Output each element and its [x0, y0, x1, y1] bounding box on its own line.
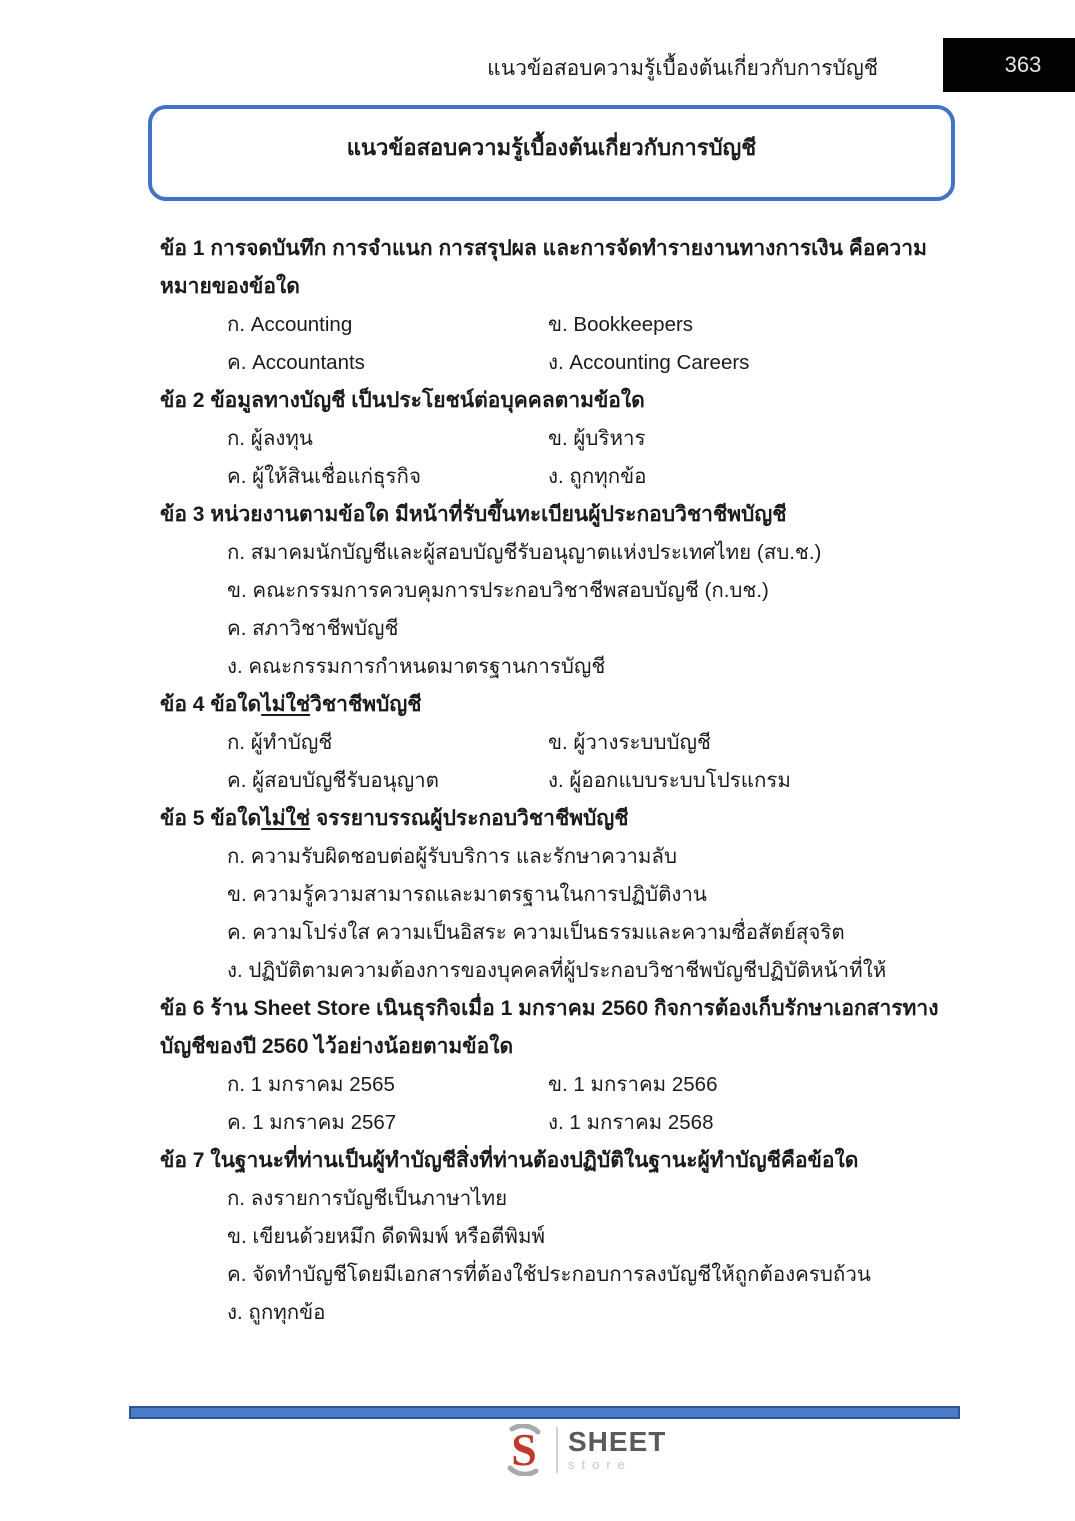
- option-a: ก. ความรับผิดชอบต่อผู้รับบริการ และรักษาความลับ: [227, 845, 678, 868]
- options: [227, 306, 952, 382]
- question-text: [160, 1142, 952, 1180]
- question-4: [160, 686, 952, 800]
- footer-divider: [129, 1406, 960, 1419]
- option-a: ก. ลงรายการบัญชีเป็นภาษาไทย: [227, 1187, 508, 1210]
- option-a: ก. 1 มกราคม 2565: [227, 1073, 395, 1096]
- option-d: ง. 1 มกราคม 2568: [548, 1111, 714, 1134]
- question-7: [160, 1142, 952, 1332]
- logo-divider: [556, 1427, 558, 1473]
- question-text-pre: ข้อ 4 ข้อใด: [160, 693, 262, 716]
- option-b: ข. ความรู้ความสามารถและมาตรฐานในการปฏิบัติงาน: [227, 883, 707, 906]
- option-c: ค. ผู้สอบบัญชีรับอนุญาต: [227, 769, 439, 792]
- questions-list: [160, 230, 952, 1332]
- question-2: [160, 382, 952, 496]
- question-text-pre: ข้อ 3 หน่วยงานตามข้อใด มีหน้าที่รับขึ้นทะเบียนผู้ประกอบวิชาชีพบัญชี: [160, 503, 787, 526]
- title-box: [148, 105, 955, 201]
- option-b: ข. Bookkeepers: [548, 313, 694, 336]
- logo-brand-name: SHEET: [568, 1426, 667, 1457]
- option-d: ง. คณะกรรมการกำหนดมาตรฐานการบัญชี: [227, 655, 606, 678]
- option-a: ก. สมาคมนักบัญชีและผู้สอบบัญชีรับอนุญาตแห่งประเทศไทย (สบ.ช.): [227, 541, 822, 564]
- question-text-pre: ข้อ 1 การจดบันทึก การจำแนก การสรุปผล และการจัดทำรายงานทางการเงิน คือความหมายของข้อใด: [160, 237, 927, 298]
- options: [227, 724, 952, 800]
- question-text-pre: ข้อ 5 ข้อใด: [160, 807, 262, 830]
- option-d: ง. ถูกทุกข้อ: [548, 465, 647, 488]
- option-d: ง. Accounting Careers: [548, 351, 750, 374]
- option-b: ข. ผู้บริหาร: [548, 427, 646, 450]
- question-text: [160, 686, 952, 724]
- options: [227, 534, 952, 686]
- option-a: ก. Accounting: [227, 313, 353, 336]
- question-text: [160, 990, 952, 1066]
- sheet-store-logo: [498, 1424, 666, 1476]
- question-text-pre: ข้อ 7 ในฐานะที่ท่านเป็นผู้ทำบัญชีสิ่งที่ท่านต้องปฏิบัติในฐานะผู้ทำบัญชีคือข้อใด: [160, 1149, 859, 1172]
- option-c: ค. จัดทำบัญชีโดยมีเอกสารที่ต้องใช้ประกอบการลงบัญชีให้ถูกต้องครบถ้วน: [227, 1263, 871, 1286]
- page-number: 363: [1004, 52, 1042, 77]
- page-number-badge: [943, 38, 1075, 92]
- question-text: [160, 382, 952, 420]
- logo-s-icon: [498, 1424, 550, 1476]
- option-c: ค. ความโปร่งใส ความเป็นอิสระ ความเป็นธรรมและความซื่อสัตย์สุจริต: [227, 921, 845, 944]
- logo-brand-sub: store: [568, 1457, 632, 1472]
- question-text-underlined: ไม่ใช่: [261, 693, 311, 716]
- question-text: [160, 230, 952, 306]
- option-b: ข. คณะกรรมการควบคุมการประกอบวิชาชีพสอบบัญชี (ก.บช.): [227, 579, 769, 602]
- question-text-post: จรรยาบรรณผู้ประกอบวิชาชีพบัญชี: [310, 807, 629, 830]
- question-text-underlined: ไม่ใช่: [261, 807, 311, 830]
- option-c: ค. สภาวิชาชีพบัญชี: [227, 617, 399, 640]
- option-d: ง. ผู้ออกแบบระบบโปรแกรม: [548, 769, 791, 792]
- option-a: ก. ผู้ทำบัญชี: [227, 731, 333, 754]
- option-c: ค. ผู้ให้สินเชื่อแก่ธุรกิจ: [227, 465, 421, 488]
- question-text-pre: ข้อ 2 ข้อมูลทางบัญชี เป็นประโยชน์ต่อบุคคลตามข้อใด: [160, 389, 645, 412]
- option-c: ค. 1 มกราคม 2567: [227, 1111, 397, 1134]
- options: [227, 1180, 952, 1332]
- option-b: ข. เขียนด้วยหมึก ดีดพิมพ์ หรือตีพิมพ์: [227, 1225, 545, 1248]
- option-d: ง. ปฏิบัติตามความต้องการของบุคคลที่ผู้ประกอบวิชาชีพบัญชีปฏิบัติหน้าที่ให้: [227, 959, 887, 982]
- question-text-post: วิชาชีพบัญชี: [310, 693, 422, 716]
- options: [227, 838, 952, 990]
- option-c: ค. Accountants: [227, 351, 365, 374]
- running-header-title: แนวข้อสอบความรู้เบื้องต้นเกี่ยวกับการบัญชี: [487, 57, 878, 80]
- question-text: [160, 496, 952, 534]
- options: [227, 1066, 952, 1142]
- option-b: ข. 1 มกราคม 2566: [548, 1073, 718, 1096]
- options: [227, 420, 952, 496]
- option-d: ง. ถูกทุกข้อ: [227, 1301, 326, 1324]
- question-5: [160, 800, 952, 990]
- question-text-pre: ข้อ 6 ร้าน Sheet Store เนินธุรกิจเมื่อ 1 มกราคม 2560 กิจการต้องเก็บรักษาเอกสารทางบัญชีของปี 2560 ไว้อย่างน้อยตามข้อใด: [160, 997, 939, 1058]
- option-b: ข. ผู้วางระบบบัญชี: [548, 731, 711, 754]
- question-text: [160, 800, 952, 838]
- question-6: [160, 990, 952, 1142]
- question-3: [160, 496, 952, 686]
- svg-text:S: S: [511, 1424, 537, 1475]
- document-title: แนวข้อสอบความรู้เบื้องต้นเกี่ยวกับการบัญชี: [346, 134, 757, 160]
- logo-text: [568, 1428, 666, 1472]
- question-1: [160, 230, 952, 382]
- option-a: ก. ผู้ลงทุน: [227, 427, 313, 450]
